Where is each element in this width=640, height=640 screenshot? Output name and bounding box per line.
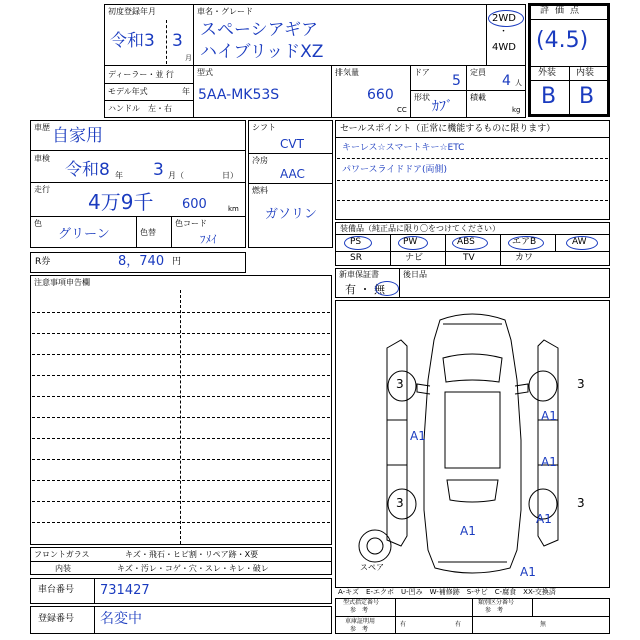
damage-legend: A-キズ E-エクボ U-凹み W-補修跡 S-サビ C-腐食 XX-交換済 bbox=[338, 588, 556, 596]
type-cert-sub: 参 考 bbox=[350, 607, 369, 614]
color-swatch-label: 色替 bbox=[140, 228, 156, 237]
notes-line bbox=[32, 459, 330, 460]
recycle-value: 8，740 bbox=[118, 254, 165, 269]
doors-value: 5 bbox=[452, 73, 461, 89]
inspection-month: 3 bbox=[153, 160, 164, 180]
reg-label: 登録番号 bbox=[38, 614, 75, 624]
notes-line bbox=[32, 333, 330, 334]
mark-tire-fl: 3 bbox=[396, 377, 404, 391]
exterior-value: B bbox=[541, 84, 557, 109]
equipment-title: 装備品（純正品に限り〇をつけてください） bbox=[340, 224, 500, 233]
notes-line bbox=[32, 354, 330, 355]
notes-block bbox=[30, 275, 332, 545]
pos-2: 有 bbox=[455, 621, 462, 628]
notes-line bbox=[32, 396, 330, 397]
notes-line bbox=[32, 480, 330, 481]
color-label: 色 bbox=[34, 219, 42, 228]
usage-label: 車歴 bbox=[34, 123, 50, 132]
sales-points-title: セールスポイント（正常に機能するものに限ります） bbox=[340, 124, 556, 134]
displacement-label: 排気量 bbox=[335, 68, 359, 77]
interior-label: 内装 bbox=[576, 68, 595, 78]
notes-line bbox=[32, 417, 330, 418]
class-sub: 参 考 bbox=[485, 607, 504, 614]
type-label: 型式 bbox=[197, 68, 213, 77]
mileage-value: 4万9千 bbox=[88, 190, 154, 214]
reg-value: 名変中 bbox=[100, 611, 142, 627]
inspection-year-unit: 年 bbox=[115, 171, 123, 180]
first-reg-label: 初度登録年月 bbox=[108, 7, 156, 16]
recycle-unit: 円 bbox=[172, 257, 182, 267]
month-unit: 月 bbox=[185, 54, 192, 62]
inspection-era: 令和8 bbox=[65, 160, 110, 180]
sales-point-2: パワースライドドア(両側) bbox=[342, 165, 448, 175]
dealer-label: ディーラー・並 行 bbox=[108, 70, 174, 79]
eq-aw: AW bbox=[572, 237, 587, 247]
chassis-value: 731427 bbox=[100, 583, 150, 598]
drive-2wd: 2WD bbox=[492, 13, 516, 24]
eq-navi: ナビ bbox=[405, 253, 424, 263]
notes-line bbox=[32, 522, 330, 523]
color-value: グリーン bbox=[58, 227, 110, 242]
shift-value: CVT bbox=[280, 137, 304, 151]
notes-line bbox=[32, 438, 330, 439]
warranty-none-circle bbox=[375, 281, 399, 296]
capacity-unit: 人 bbox=[515, 79, 522, 87]
eq-sr: SR bbox=[350, 253, 362, 263]
warranty-value: 有 ・ 無 bbox=[345, 283, 385, 296]
shape-label: 形状 bbox=[414, 93, 430, 102]
mark-tire-rr: 3 bbox=[577, 496, 585, 510]
fuel-value: ガソリン bbox=[265, 207, 318, 222]
ac-value: AAC bbox=[280, 167, 305, 181]
mark-a1-right-upper: A1 bbox=[541, 409, 557, 423]
reg-block bbox=[30, 606, 332, 634]
eq-airbag: エアB bbox=[512, 237, 537, 247]
usage-value: 自家用 bbox=[52, 126, 103, 146]
mark-a1-bottom: A1 bbox=[520, 565, 536, 579]
mileage-sub: 600 bbox=[182, 197, 207, 212]
mark-a1-right-mid: A1 bbox=[541, 455, 557, 469]
eq-ps: PS bbox=[350, 237, 362, 247]
notes-line bbox=[32, 375, 330, 376]
eq-abs: ABS bbox=[457, 237, 475, 247]
sales-point-1: キーレス☆スマートキー☆ETC bbox=[342, 143, 465, 153]
color-code-value: ﾌﾒｲ bbox=[200, 233, 217, 246]
mark-a1-left: A1 bbox=[410, 429, 426, 443]
notes-line bbox=[32, 501, 330, 502]
shift-label: シフト bbox=[252, 123, 276, 132]
shape-value: ｶﾌﾞ bbox=[432, 99, 453, 115]
pos-3: 無 bbox=[540, 621, 547, 628]
score-label: 評価点 bbox=[540, 6, 586, 16]
after-label: 後日品 bbox=[403, 270, 427, 279]
km-unit: km bbox=[228, 205, 239, 213]
capacity-label: 定員 bbox=[470, 68, 486, 77]
mark-a1-rear: A1 bbox=[460, 524, 476, 538]
type-cert-label: 型式指定番号 bbox=[343, 599, 380, 606]
interior-value: B bbox=[579, 84, 595, 109]
windshield-label: フロントガラス bbox=[34, 550, 90, 559]
displacement-value: 660 bbox=[367, 87, 394, 103]
interior-cond-label: 内装 bbox=[55, 564, 71, 573]
car-diagram bbox=[335, 300, 610, 588]
eq-pw: PW bbox=[403, 237, 418, 247]
windshield-text: キズ・飛石・ヒビ割・リペア跡・X要 bbox=[125, 550, 259, 559]
mileage-label: 走行 bbox=[34, 185, 50, 194]
notes-line bbox=[32, 312, 330, 313]
exterior-label: 外装 bbox=[538, 68, 557, 78]
notes-title: 注意事項申告欄 bbox=[34, 278, 90, 287]
recycle-label: R券 bbox=[35, 257, 51, 267]
first-reg-era: 令和3 bbox=[110, 31, 155, 51]
load-unit: kg bbox=[512, 106, 521, 114]
year-unit: 年 bbox=[182, 87, 190, 96]
chassis-block bbox=[30, 578, 332, 604]
handle-label: ハンドル 左・右 bbox=[108, 104, 172, 113]
chassis-label: 車台番号 bbox=[38, 585, 75, 595]
first-reg-month: 3 bbox=[172, 31, 183, 51]
load-label: 積載 bbox=[470, 93, 486, 102]
mark-tire-fr: 3 bbox=[577, 377, 585, 391]
drive-4wd: 4WD bbox=[492, 42, 516, 53]
fuel-label: 燃料 bbox=[252, 186, 268, 195]
vin-sub: 参 考 bbox=[350, 626, 369, 633]
inspection-day-unit: 日） bbox=[222, 171, 238, 180]
mark-tire-rl: 3 bbox=[396, 496, 404, 510]
car-name-line1: スペーシアギア bbox=[200, 20, 318, 40]
capacity-value: 4 bbox=[502, 73, 511, 89]
eq-tv: TV bbox=[463, 253, 475, 263]
vin-label: 車庫証明用 bbox=[345, 618, 376, 625]
cc-unit: CC bbox=[397, 106, 407, 114]
score-value: (4.5) bbox=[536, 28, 589, 53]
eq-leather: カワ bbox=[515, 253, 534, 263]
inspection-month-unit: 月（ bbox=[168, 171, 184, 180]
interior-cond-text: キズ・汚レ・コゲ・穴・スレ・キレ・破レ bbox=[117, 564, 269, 573]
car-name-label: 車名・グレード bbox=[197, 7, 253, 16]
type-value: 5AA-MK53S bbox=[198, 87, 280, 103]
pos-1: 有 bbox=[400, 621, 407, 628]
mark-a1-right-lower: A1 bbox=[536, 512, 552, 526]
ac-label: 冷房 bbox=[252, 156, 268, 165]
inspection-label: 車検 bbox=[34, 154, 50, 163]
warranty-label: 新車保証書 bbox=[339, 270, 379, 279]
doors-label: ドア bbox=[414, 68, 430, 77]
drive-dot: ・ bbox=[499, 27, 509, 37]
color-code-label: 色コード bbox=[175, 219, 207, 228]
car-name-line2: ハイブリッドXZ bbox=[200, 42, 324, 62]
class-label: 類別区分番号 bbox=[478, 599, 515, 606]
spare-label: スペア bbox=[360, 563, 384, 572]
model-year-label: モデル年式 bbox=[108, 87, 148, 96]
